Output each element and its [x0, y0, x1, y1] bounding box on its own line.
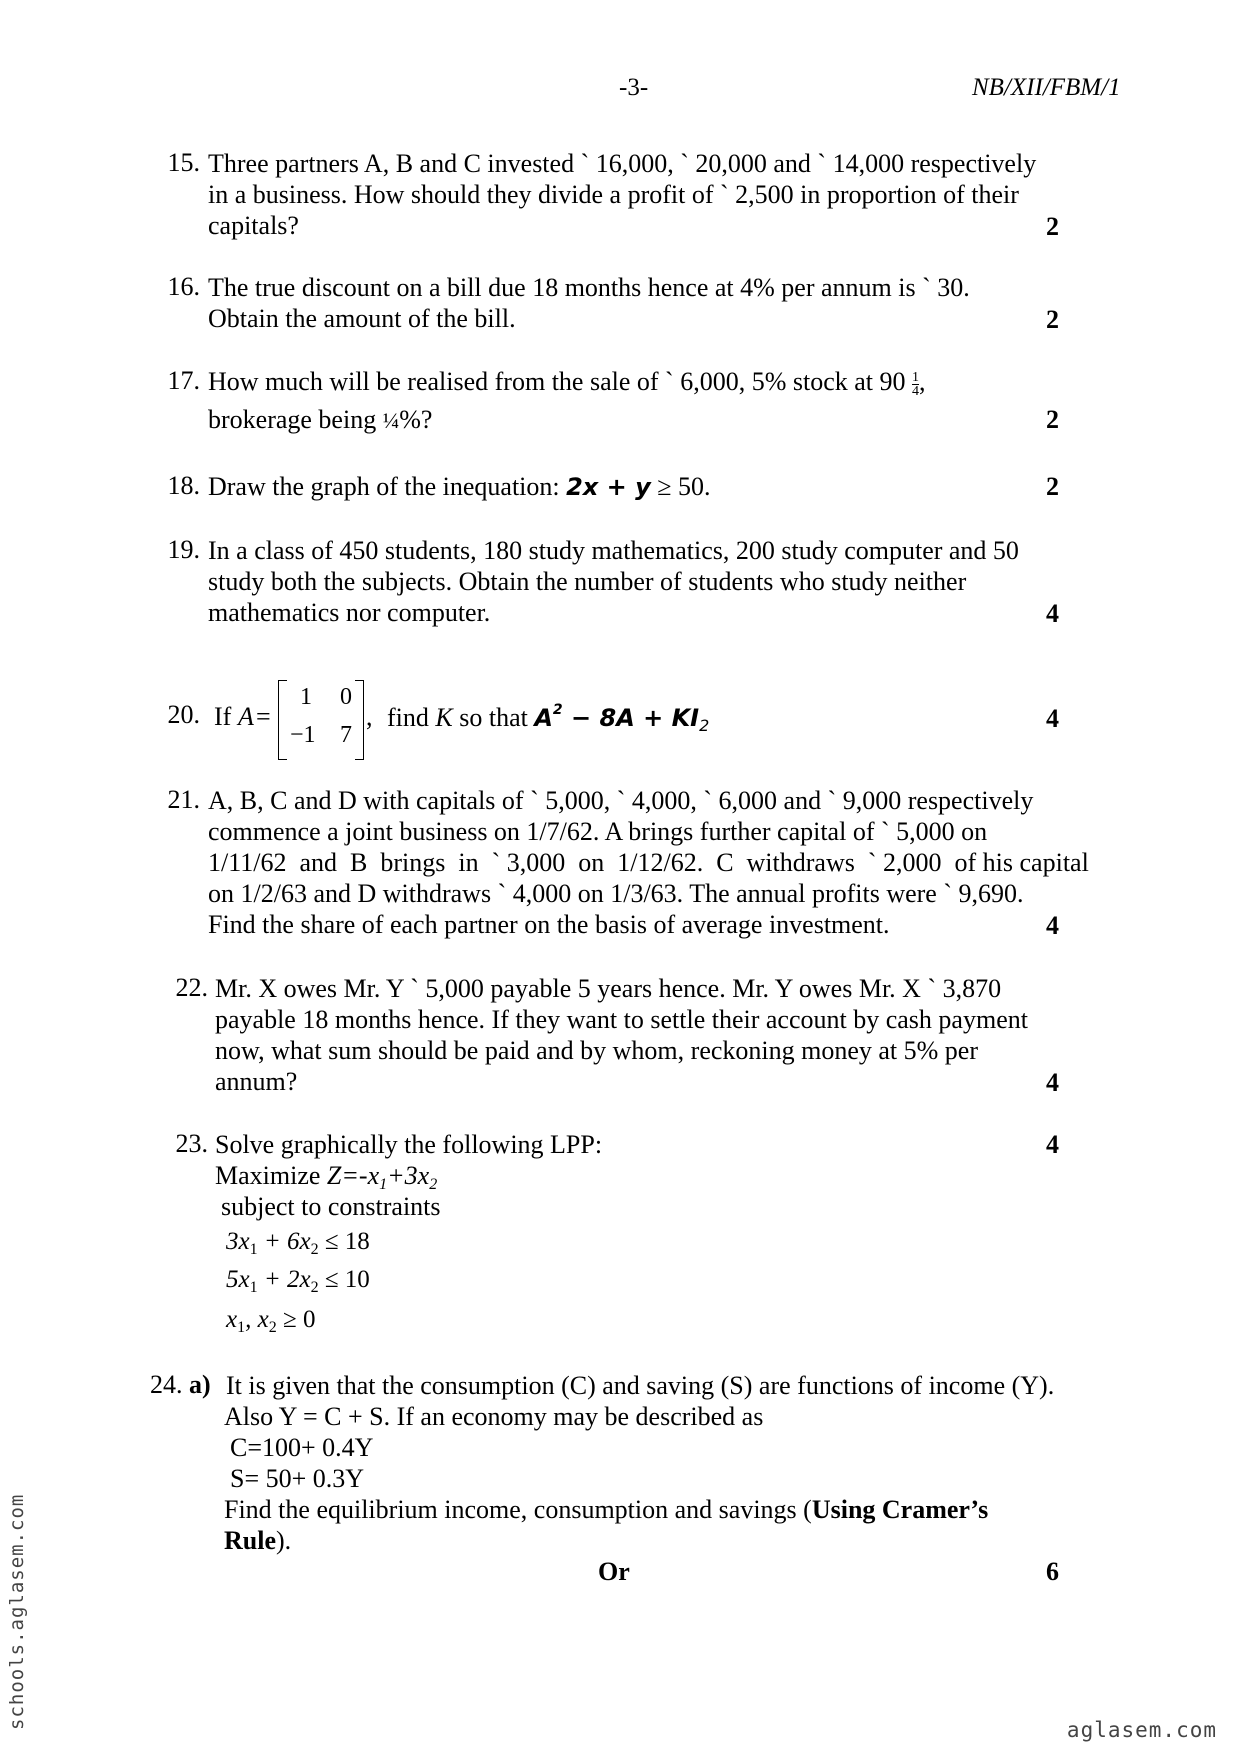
question-text-line: study both the subjects. Obtain the number of students who study neither — [208, 567, 967, 596]
question-number: 22. — [175, 973, 208, 1002]
equation-consumption: C=100+ 0.4Y — [230, 1433, 374, 1462]
equation-saving: S= 50+ 0.3Y — [230, 1464, 365, 1493]
question-text-line: In a class of 450 students, 180 study mathematics, 200 study computer and 50 — [208, 536, 1019, 565]
question-text-line: mathematics nor computer. — [208, 598, 491, 627]
matrix-cell: 7 — [340, 722, 352, 748]
question-text-line: Also Y = C + S. If an economy may be described as — [224, 1402, 764, 1431]
question-number: 18. — [167, 471, 200, 500]
question-number: 20. — [167, 700, 200, 729]
right-bracket — [355, 680, 364, 760]
question-text-line — [208, 366, 926, 398]
question-text-line: It is given that the consumption (C) and saving (S) are functions of income (Y). — [226, 1371, 1055, 1400]
if-text: If — [214, 702, 232, 731]
question-text-line: Solve graphically the following LPP: — [215, 1130, 603, 1159]
matrix-cell: 1 — [300, 684, 312, 710]
marks: 4 — [1046, 911, 1059, 940]
question-text-line: payable 18 months hence. If they want to settle their account by cash payment — [215, 1005, 1028, 1034]
question-text-line: The true discount on a bill due 18 months hence at 4% per annum is ` 30. — [208, 273, 970, 302]
part-label: a) — [189, 1370, 211, 1399]
subject-to-label: subject to constraints — [221, 1192, 441, 1221]
marks: 2 — [1046, 212, 1059, 241]
left-bracket — [278, 680, 287, 760]
question-text-line: now, what sum should be paid and by whom, reckoning money at 5% per — [215, 1036, 979, 1065]
question-text: find — [387, 703, 429, 732]
question-text-line: 1/11/62 and B brings in ` 3,000 on 1/12/62. C withdraws ` 2,000 of his capital — [208, 848, 1089, 877]
question-number: 23. — [175, 1129, 208, 1158]
or-label: Or — [598, 1557, 630, 1586]
fraction-quarter: ¼ — [382, 408, 400, 433]
question-text-line — [208, 404, 432, 436]
question-number: 16. — [167, 272, 200, 301]
matrix-expression: $A^2 - 8A + KI_2$ — [534, 702, 710, 735]
objective-function: $Z=-x_1+3x_2$ — [326, 1161, 438, 1193]
maximize-label: Maximize — [215, 1161, 321, 1190]
question-text-line: annum? — [215, 1067, 298, 1096]
marks: 6 — [1046, 1557, 1059, 1586]
question-text: How much will be realised from the sale of ` 6,000, 5% stock at 90 — [208, 367, 906, 396]
question-text-line: in a business. How should they divide a profit of ` 2,500 in proportion of their — [208, 180, 1019, 209]
question-text-line: capitals? — [208, 211, 299, 240]
side-watermark: schools.aglasem.com — [6, 1493, 28, 1730]
inequation-rhs: ≥ 50. — [657, 472, 711, 501]
question-text-line — [208, 471, 711, 503]
question-text-line: A, B, C and D with capitals of ` 5,000, ` 4,000, ` 6,000 and ` 9,000 respectively — [208, 786, 1034, 815]
question-text: %? — [399, 405, 433, 434]
question-text-line: Mr. X owes Mr. Y ` 5,000 payable 5 years hence. Mr. Y owes Mr. X ` 3,870 — [215, 974, 1002, 1003]
constraint-1: $3x_1 + 6x_2 \le 18$ — [226, 1228, 370, 1258]
comma: , — [919, 367, 926, 396]
constraint-2: $5x_1 + 2x_2 \le 10$ — [226, 1266, 370, 1296]
comma: , — [366, 702, 373, 731]
question-text-line: commence a joint business on 1/7/62. A brings further capital of ` 5,000 on — [208, 817, 988, 846]
fraction-denominator: 4 — [912, 383, 919, 399]
matrix-cell: 0 — [340, 684, 352, 710]
question-text: brokerage being — [208, 405, 377, 434]
matrix — [278, 680, 364, 758]
question-text-line: Three partners A, B and C invested ` 16,000, ` 20,000 and ` 14,000 respectively — [208, 149, 1037, 178]
question-text-line: on 1/2/63 and D withdraws ` 4,000 on 1/3/63. The annual profits were ` 9,690. — [208, 879, 1024, 908]
page-number: -3- — [619, 74, 649, 101]
question-text: so that — [459, 703, 528, 732]
question-number: 19. — [167, 535, 200, 564]
question-text-line: Rule). — [224, 1526, 292, 1555]
question-text-line: Find the equilibrium income, consumption and savings (Using Cramer’s — [224, 1495, 989, 1524]
question-text-line: Obtain the amount of the bill. — [208, 304, 516, 333]
question-text-line — [387, 702, 709, 735]
equals-sign: = — [256, 702, 271, 731]
matrix-variable: A — [238, 702, 254, 731]
marks: 4 — [1046, 1130, 1059, 1159]
paper-code: NB/XII/FBM/1 — [972, 74, 1121, 101]
inequation-expression: 2x + y — [566, 473, 651, 501]
question-text: Draw the graph of the inequation: — [208, 472, 560, 501]
marks: 2 — [1046, 305, 1059, 334]
marks: 2 — [1046, 405, 1059, 434]
marks: 4 — [1046, 1068, 1059, 1097]
question-number: 15. — [167, 148, 200, 177]
question-number: 17. — [167, 366, 200, 395]
question-number: 24. a) — [150, 1370, 211, 1399]
marks: 2 — [1046, 472, 1059, 501]
constraint-3: $x_1$, $x_2 \ge 0$ — [226, 1306, 316, 1336]
bottom-watermark: aglasem.com — [1066, 1718, 1217, 1742]
matrix-cell: −1 — [290, 722, 316, 748]
fraction — [912, 371, 919, 398]
marks: 4 — [1046, 704, 1059, 733]
question-number: 21. — [167, 785, 200, 814]
question-text-line: Find the share of each partner on the basis of average investment. — [208, 910, 890, 939]
variable-k: K — [435, 703, 453, 732]
marks: 4 — [1046, 599, 1059, 628]
fraction-numerator: 1 — [912, 369, 919, 385]
